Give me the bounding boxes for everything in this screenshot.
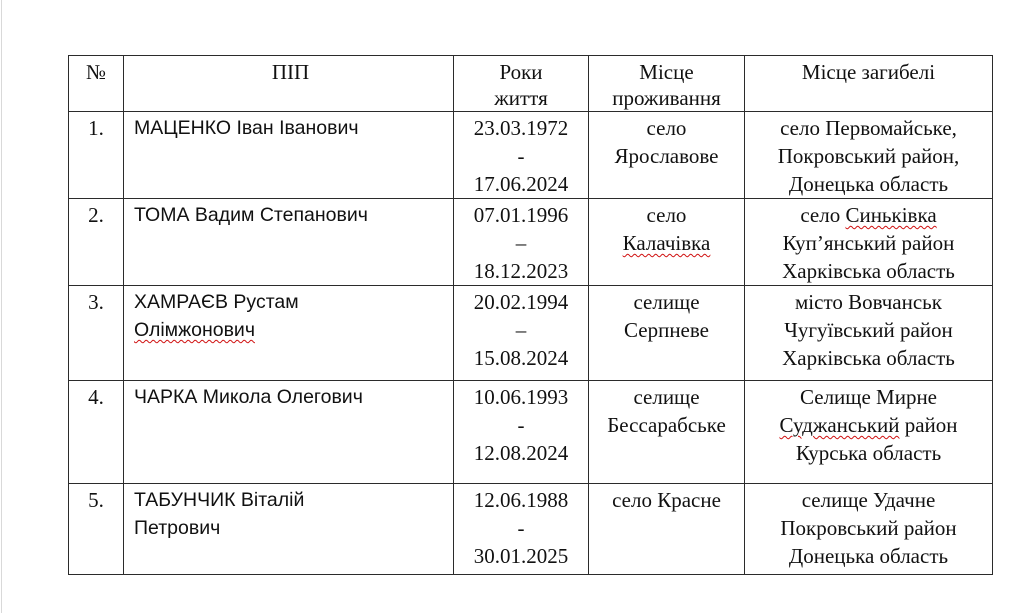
- residence-line: селище: [633, 290, 700, 314]
- row-death-place: [745, 199, 993, 286]
- death-word: Синьківка: [845, 203, 937, 227]
- years-line: 10.06.1993: [473, 385, 569, 409]
- death-line: Покровський район,: [777, 144, 960, 168]
- death-line: Селище Мирне: [799, 385, 937, 409]
- row-years: [454, 112, 589, 199]
- row-death-place: [745, 484, 993, 575]
- name-line: МАЦЕНКО Іван Іванович: [134, 117, 359, 139]
- header-residence-line: Місце: [639, 60, 694, 84]
- row-death-place: [745, 286, 993, 381]
- row-number: 1.: [69, 112, 124, 199]
- residence-line: село: [646, 203, 687, 227]
- years-line: –: [515, 231, 527, 255]
- table-row: [69, 199, 993, 286]
- residence-line: село: [646, 116, 687, 140]
- row-number: 4.: [69, 381, 124, 484]
- residence-line: Ярославове: [614, 144, 719, 168]
- death-line: Покровський район: [780, 516, 957, 540]
- residence-line: селище: [633, 385, 700, 409]
- name-line: ЧАРКА Микола Олегович: [134, 386, 363, 408]
- death-line: місто Вовчанськ: [795, 290, 942, 314]
- death-line: селище Удачне: [801, 488, 936, 512]
- name-line: ТОМА Вадим Степанович: [134, 204, 368, 226]
- header-death-place: Місце загибелі: [745, 56, 993, 112]
- row-name: [124, 199, 454, 286]
- header-number: №: [69, 56, 124, 112]
- header-years: [454, 56, 589, 112]
- death-line: Донецька область: [788, 172, 949, 196]
- row-years: [454, 199, 589, 286]
- death-line: Курська область: [795, 441, 942, 465]
- name-word: Олімжонович: [134, 319, 255, 341]
- death-line: [751, 201, 986, 229]
- row-name: [124, 484, 454, 575]
- row-number: 5.: [69, 484, 124, 575]
- residence-line: село Красне: [612, 488, 721, 512]
- row-years: [454, 286, 589, 381]
- death-line: Харківська область: [782, 346, 955, 370]
- years-line: -: [517, 413, 525, 437]
- table-row: [69, 286, 993, 381]
- page-edge: [1, 0, 2, 613]
- residence-line: Бессарабське: [607, 413, 726, 437]
- years-line: 15.08.2024: [473, 346, 569, 370]
- name-line: ТАБУНЧИК Віталій: [134, 489, 305, 511]
- row-residence: [589, 199, 745, 286]
- name-line: [134, 316, 447, 344]
- row-name: [124, 112, 454, 199]
- death-line: Донецька область: [788, 544, 949, 568]
- years-line: 07.01.1996: [473, 203, 569, 227]
- header-name: ПІП: [124, 56, 454, 112]
- table-row: [69, 484, 993, 575]
- header-residence-line: проживання: [612, 86, 721, 110]
- header-years-line: життя: [494, 86, 548, 110]
- death-line: Куп’янський район: [782, 231, 955, 255]
- row-residence: [589, 381, 745, 484]
- years-line: 12.08.2024: [473, 441, 569, 465]
- name-line: ХАМРАЄВ Рустам: [134, 291, 299, 313]
- row-residence: [589, 286, 745, 381]
- row-years: [454, 484, 589, 575]
- row-residence: [589, 484, 745, 575]
- row-number: 3.: [69, 286, 124, 381]
- table-row: [69, 381, 993, 484]
- header-residence: [589, 56, 745, 112]
- years-line: 23.03.1972: [473, 116, 569, 140]
- death-line: село Первомайське,: [780, 116, 957, 140]
- row-residence: [589, 112, 745, 199]
- header-years-line: Роки: [499, 60, 543, 84]
- row-death-place: [745, 381, 993, 484]
- death-word: Суджанський: [779, 413, 900, 437]
- years-line: -: [517, 144, 525, 168]
- years-line: 20.02.1994: [473, 290, 569, 314]
- row-death-place: [745, 112, 993, 199]
- row-name: [124, 286, 454, 381]
- years-line: 17.06.2024: [473, 172, 569, 196]
- table-row: [69, 112, 993, 199]
- name-line: Петрович: [134, 517, 221, 539]
- residence-line: Серпневе: [624, 318, 709, 342]
- table-header-row: [69, 56, 993, 112]
- residence-line: Калачівка: [622, 231, 711, 255]
- death-line: [751, 411, 986, 439]
- death-prefix: село: [800, 203, 846, 227]
- years-line: 12.06.1988: [473, 488, 569, 512]
- row-number: 2.: [69, 199, 124, 286]
- years-line: 30.01.2025: [473, 544, 569, 568]
- years-line: –: [515, 318, 527, 342]
- years-line: -: [517, 516, 525, 540]
- death-suffix: район: [899, 413, 958, 437]
- memorial-table: [68, 55, 993, 575]
- row-years: [454, 381, 589, 484]
- death-line: Чугуївський район: [784, 318, 953, 342]
- death-line: Харківська область: [782, 259, 955, 283]
- years-line: 18.12.2023: [473, 259, 569, 283]
- row-name: [124, 381, 454, 484]
